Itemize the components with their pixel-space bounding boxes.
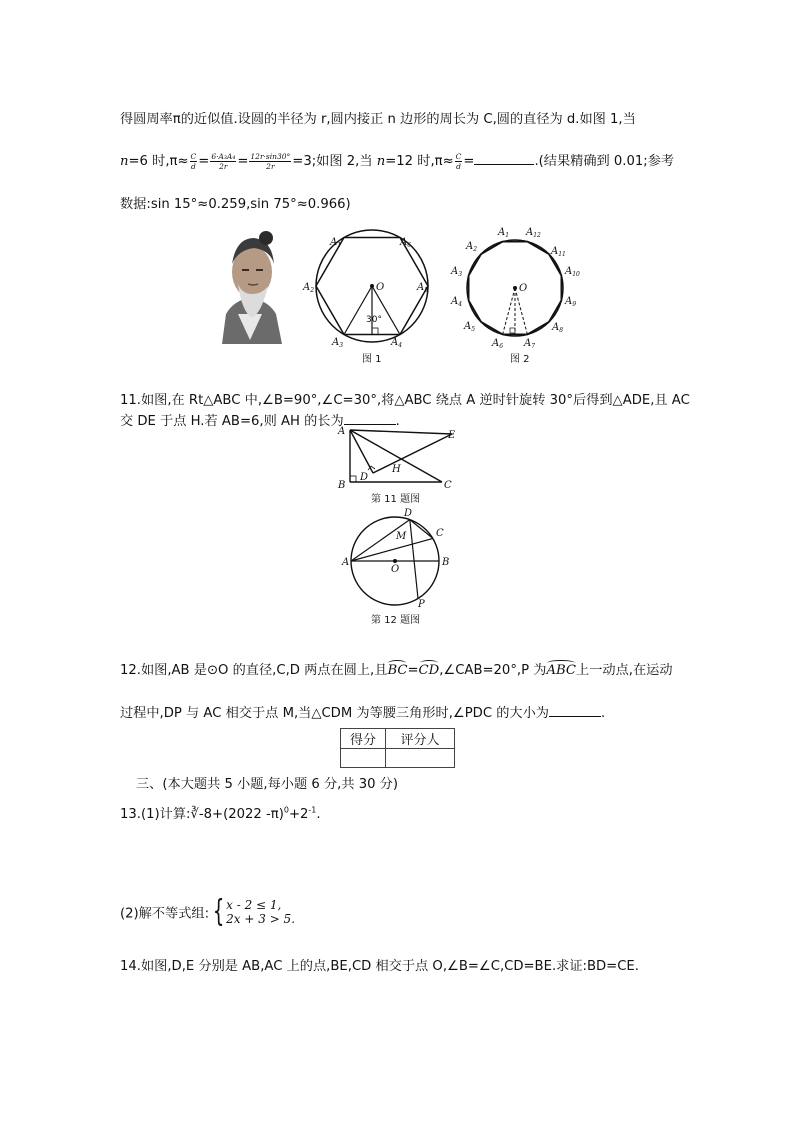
label-angle-30: 30° [366, 315, 382, 325]
text-segment: =12 时,π≈ [385, 154, 454, 169]
label-P: P [418, 599, 425, 610]
problem-13-part-1: 13.(1)计算:∛-8+(2022 $-\pi)^0+2^{-1}$. [120, 805, 321, 822]
text-segment: =3;如图 2,当 [292, 154, 373, 169]
label-C: C [444, 480, 452, 491]
label-A10: $A_{10}$ [565, 266, 580, 278]
label-E: E [448, 430, 456, 441]
label-A2: $A_2$ [303, 282, 315, 294]
cube-root: ∛-8 [190, 807, 213, 822]
figure-1-caption: 图 1 [362, 354, 382, 365]
label-A7: $A_7$ [524, 338, 536, 350]
label-A5: $A_5$ [417, 282, 429, 294]
figure-1 [300, 228, 440, 364]
fraction-perimeter: $\frac{\text{6·A₃A₄}}{2r}$ [211, 151, 236, 171]
label-A8: $A_8$ [552, 322, 564, 334]
figure-12-caption: 第 12 题图 [371, 615, 421, 626]
score-cell[interactable] [341, 749, 386, 768]
problem-10-line-1 [120, 108, 636, 127]
arc-ABC: ABC [546, 663, 577, 678]
problem-11-line-2: 交 DE 于点 H.若 AB=6,则 AH 的长为 . [120, 414, 400, 429]
problem-10-line-3 [120, 193, 351, 212]
fraction-sin: $\frac{12r\cdot\sin 30^\circ}{2r}$ [250, 151, 291, 171]
label-A1: $A_1$ [498, 227, 510, 239]
problem-12-line-2: 过程中,DP 与 AC 相交于点 M,当△CDM 为等腰三角形时,∠PDC 的大小为 . [120, 706, 606, 721]
problem-11-text-1: 11.如图,在 Rt△ABC 中,∠B=90°,∠C=30°,将△ABC 绕点 A 逆时针旋转 30°后得到△ADE,且 AC [120, 393, 690, 408]
text-segment: =6 时,π≈ [128, 154, 189, 169]
figure-12 [340, 506, 460, 610]
problem-13-part-2: (2)解不等式组: { x - 2 ≤ 1, 2x + 3 > 5. [120, 894, 296, 929]
reference-data: 数据:sin 15°≈0.259,sin 75°≈0.966) [120, 197, 351, 212]
arc-CD: CD [418, 663, 440, 678]
label-A12: $A_{12}$ [526, 227, 541, 239]
label-H: H [392, 464, 401, 475]
score-table [340, 728, 455, 768]
score-header: 得分 [341, 729, 386, 749]
figure-11 [330, 422, 460, 494]
fraction-c-over-d: $\frac{C}{d}$ [190, 151, 197, 171]
problem-11-text-2: 交 DE 于点 H.若 AB=6,则 AH 的长为 [120, 414, 344, 429]
label-A5: $A_5$ [464, 321, 476, 333]
figure-2-caption: 图 2 [510, 354, 530, 365]
label-D: D [404, 508, 413, 519]
label-A9: $A_9$ [565, 296, 577, 308]
label-A3: $A_3$ [332, 337, 344, 349]
var-n: n [376, 154, 386, 169]
var-n: n [120, 154, 129, 169]
label-A6: $A_6$ [400, 237, 412, 249]
text-segment: .(结果精确到 0.01;参考 [534, 154, 675, 169]
label-O: O [376, 282, 385, 293]
fraction-c-over-d-2: $\frac{C}{d}$ [455, 151, 462, 171]
label-C: C [436, 528, 444, 539]
portrait-image [212, 228, 288, 344]
label-A3: $A_3$ [451, 266, 463, 278]
label-O: O [519, 283, 528, 294]
problem-12-line-1: 12.如图,AB 是⊙O 的直径,C,D 两点在圆上,且BC=CD,∠CAB=20°,P 为ABC上一动点,在运动 [120, 663, 673, 678]
label-A2: $A_2$ [466, 241, 478, 253]
label-B: B [338, 480, 346, 491]
label-A6: $A_6$ [492, 338, 504, 350]
arc-BC: BC [387, 663, 408, 678]
figure-2 [446, 222, 586, 352]
label-O: O [391, 564, 400, 575]
label-D: D [360, 472, 369, 483]
label-A11: $A_{11}$ [551, 246, 566, 258]
grader-header: 评分人 [386, 729, 455, 749]
answer-blank-12[interactable] [549, 704, 601, 717]
grader-cell[interactable] [386, 749, 455, 768]
label-A: A [338, 426, 346, 437]
label-A: A [342, 557, 350, 568]
label-A4: $A_4$ [391, 337, 403, 349]
inequality-system: x - 2 ≤ 1, 2x + 3 > 5. [226, 898, 296, 926]
label-M: M [396, 531, 407, 542]
problem-10-text-1: 得圆周率π的近似值.设圆的半径为 r,圆内接正 n 边形的周长为 C,圆的直径为 d.如图 1,当 [120, 112, 636, 127]
problem-14: 14.如图,D,E 分别是 AB,AC 上的点,BE,CD 相交于点 O,∠B=∠C,CD=BE.求证:BD=CE. [120, 959, 639, 974]
problem-11-line-1 [120, 389, 690, 408]
answer-blank-10[interactable] [474, 152, 534, 165]
figure-11-caption: 第 11 题图 [371, 494, 421, 505]
problem-10-line-2: n=6 时,π≈ $\frac{C}{d}$ = $\frac{\text{6·A₃A₄}}{2r}$ = $\frac{12r\cdot\sin 30^\circ}{2r}$ =3;如图 2,当 n=12 时,π≈ $\frac{C}{d}$ = .(结果精确到 0.01;参考 [120, 151, 675, 171]
label-A1: $A_1$ [330, 237, 342, 249]
section-3-heading: 三、(本大题共 5 小题,每小题 6 分,共 30 分) [136, 777, 399, 792]
label-B: B [442, 557, 450, 568]
label-A4: $A_4$ [451, 296, 463, 308]
